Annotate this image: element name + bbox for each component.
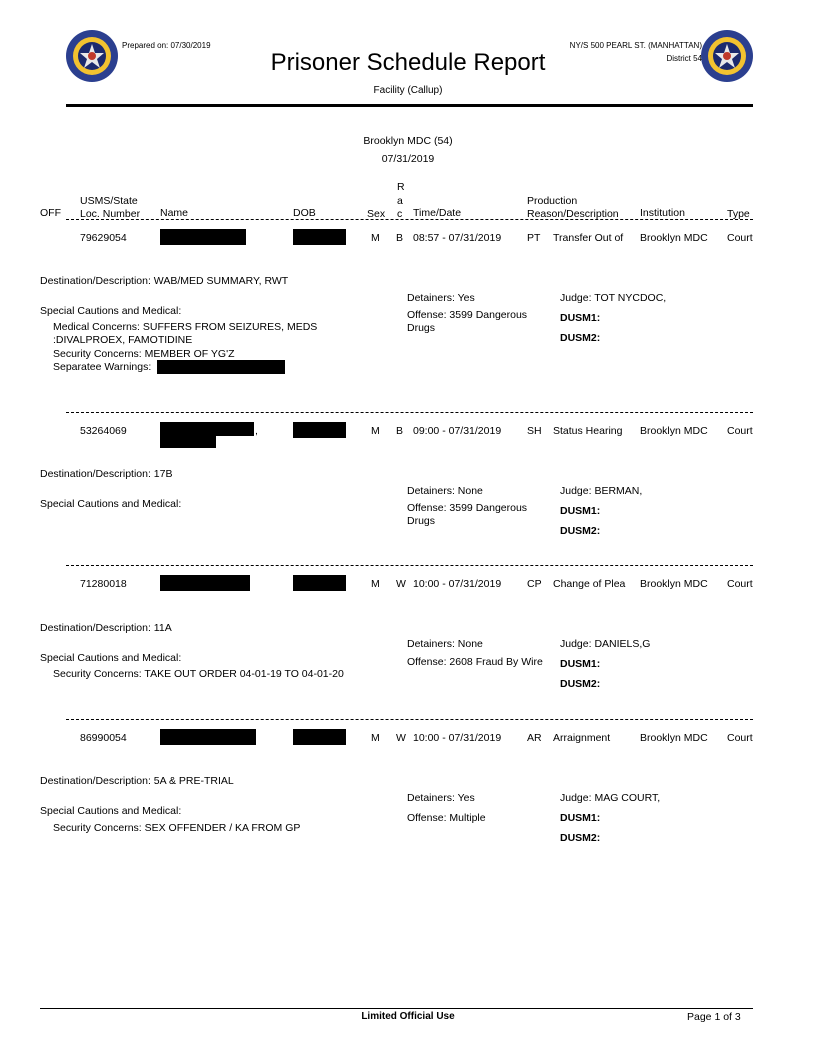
redacted-dob bbox=[293, 575, 346, 591]
redacted-name bbox=[160, 436, 216, 448]
offense: Offense: 2608 Fraud By Wire bbox=[407, 656, 543, 668]
redacted-dob bbox=[293, 422, 346, 438]
loc-number: 79629054 bbox=[80, 232, 127, 244]
special-cautions-label: Special Cautions and Medical: bbox=[40, 805, 182, 817]
special-cautions-label: Special Cautions and Medical: bbox=[40, 305, 182, 317]
sex: M bbox=[371, 232, 380, 244]
time-date: 09:00 - 07/31/2019 bbox=[413, 425, 502, 437]
footer-classification: Limited Official Use bbox=[361, 1011, 455, 1022]
type: Court bbox=[727, 732, 753, 744]
loc-number: 53264069 bbox=[80, 425, 127, 437]
col-usms: USMS/State bbox=[80, 195, 138, 207]
sex: M bbox=[371, 578, 380, 590]
redacted-dob bbox=[293, 729, 346, 745]
reason-code: SH bbox=[527, 425, 542, 437]
caution-line: Security Concerns: MEMBER OF YG'Z bbox=[53, 348, 235, 360]
dusm1-label: DUSM1: bbox=[560, 312, 601, 324]
facility-name: Brooklyn MDC (54) bbox=[363, 135, 453, 147]
race: W bbox=[396, 732, 406, 744]
caution-line: :DIVALPROEX, FAMOTIDINE bbox=[53, 334, 193, 346]
col-race-c: c bbox=[397, 208, 403, 220]
caution-line: Security Concerns: TAKE OUT ORDER 04-01-19 TO 04-01-20 bbox=[53, 668, 344, 680]
reason-description: Status Hearing bbox=[553, 425, 623, 437]
header-rule bbox=[66, 104, 753, 107]
type: Court bbox=[727, 232, 753, 244]
col-time-date: Time/Date bbox=[413, 207, 462, 219]
report-subtitle: Facility (Callup) bbox=[373, 85, 443, 96]
sex: M bbox=[371, 732, 380, 744]
race: B bbox=[396, 232, 404, 244]
entry-divider bbox=[66, 565, 753, 566]
special-cautions-label: Special Cautions and Medical: bbox=[40, 498, 182, 510]
reason-description: Transfer Out of bbox=[553, 232, 624, 244]
col-production: Production bbox=[527, 195, 578, 207]
col-race-a: a bbox=[397, 195, 403, 207]
detainers: Detainers: Yes bbox=[407, 792, 475, 804]
judge: Judge: TOT NYCDOC, bbox=[560, 292, 667, 304]
col-off: OFF bbox=[40, 207, 61, 219]
redacted-name bbox=[160, 229, 246, 245]
offense-cont: Drugs bbox=[407, 322, 436, 334]
page-number: Page 1 of 3 bbox=[687, 1011, 741, 1023]
footer-rule bbox=[40, 1008, 753, 1009]
destination: Destination/Description: 17B bbox=[40, 468, 173, 480]
facility-date: 07/31/2019 bbox=[381, 153, 435, 165]
type: Court bbox=[727, 425, 753, 437]
header-dashed-rule bbox=[66, 219, 753, 220]
destination: Destination/Description: 5A & PRE-TRIAL bbox=[40, 775, 234, 787]
offense: Offense: 3599 Dangerous bbox=[407, 309, 528, 321]
col-sex: Sex bbox=[367, 208, 386, 220]
dusm1-label: DUSM1: bbox=[560, 505, 601, 517]
offense: Offense: 3599 Dangerous bbox=[407, 502, 528, 514]
redacted-separatee bbox=[157, 360, 285, 374]
institution: Brooklyn MDC bbox=[640, 232, 708, 244]
name-suffix: , bbox=[255, 425, 258, 437]
caution-line: Security Concerns: SEX OFFENDER / KA FROM GP bbox=[53, 822, 301, 834]
redacted-name bbox=[160, 575, 250, 591]
reason-code: AR bbox=[527, 732, 542, 744]
offense-cont: Drugs bbox=[407, 515, 436, 527]
col-type: Type bbox=[727, 208, 750, 220]
col-dob: DOB bbox=[293, 207, 316, 219]
special-cautions-label: Special Cautions and Medical: bbox=[40, 652, 182, 664]
redacted-dob bbox=[293, 229, 346, 245]
detainers: Detainers: None bbox=[407, 485, 483, 497]
sex: M bbox=[371, 425, 380, 437]
dusm2-label: DUSM2: bbox=[560, 332, 601, 344]
dusm1-label: DUSM1: bbox=[560, 812, 601, 824]
judge: Judge: BERMAN, bbox=[560, 485, 643, 497]
judge: Judge: DANIELS,G bbox=[560, 638, 651, 650]
loc-number: 71280018 bbox=[80, 578, 127, 590]
col-institution: Institution bbox=[640, 207, 685, 219]
detainers: Detainers: Yes bbox=[407, 292, 475, 304]
col-race-r: R bbox=[397, 181, 405, 193]
race: B bbox=[396, 425, 404, 437]
entry-divider bbox=[66, 719, 753, 720]
institution: Brooklyn MDC bbox=[640, 425, 708, 437]
loc-number: 86990054 bbox=[80, 732, 127, 744]
col-name: Name bbox=[160, 207, 189, 219]
time-date: 10:00 - 07/31/2019 bbox=[413, 732, 502, 744]
office-location: NY/S 500 PEARL ST. (MANHATTAN) bbox=[569, 41, 702, 50]
caution-line: Separatee Warnings: bbox=[53, 361, 152, 373]
dusm2-label: DUSM2: bbox=[560, 678, 601, 690]
dusm2-label: DUSM2: bbox=[560, 832, 601, 844]
reason-description: Arraignment bbox=[553, 732, 611, 744]
prepared-on: Prepared on: 07/30/2019 bbox=[122, 41, 211, 50]
reason-description: Change of Plea bbox=[553, 578, 626, 590]
district-label: District 54 bbox=[666, 54, 702, 63]
destination: Destination/Description: WAB/MED SUMMARY, RWT bbox=[40, 275, 289, 287]
col-loc-number: Loc. Number bbox=[80, 208, 141, 220]
reason-code: PT bbox=[527, 232, 541, 244]
reason-code: CP bbox=[527, 578, 542, 590]
type: Court bbox=[727, 578, 753, 590]
redacted-name bbox=[160, 729, 256, 745]
race: W bbox=[396, 578, 406, 590]
col-reason: Reason/Description bbox=[527, 208, 619, 220]
time-date: 08:57 - 07/31/2019 bbox=[413, 232, 502, 244]
caution-line: Medical Concerns: SUFFERS FROM SEIZURES, MEDS bbox=[53, 321, 318, 333]
institution: Brooklyn MDC bbox=[640, 732, 708, 744]
report-title: Prisoner Schedule Report bbox=[270, 49, 546, 76]
dusm2-label: DUSM2: bbox=[560, 525, 601, 537]
institution: Brooklyn MDC bbox=[640, 578, 708, 590]
destination: Destination/Description: 11A bbox=[40, 622, 172, 634]
offense: Offense: Multiple bbox=[407, 812, 486, 824]
judge: Judge: MAG COURT, bbox=[560, 792, 661, 804]
time-date: 10:00 - 07/31/2019 bbox=[413, 578, 502, 590]
redacted-name bbox=[160, 422, 254, 436]
entry-divider bbox=[66, 412, 753, 413]
detainers: Detainers: None bbox=[407, 638, 483, 650]
dusm1-label: DUSM1: bbox=[560, 658, 601, 670]
